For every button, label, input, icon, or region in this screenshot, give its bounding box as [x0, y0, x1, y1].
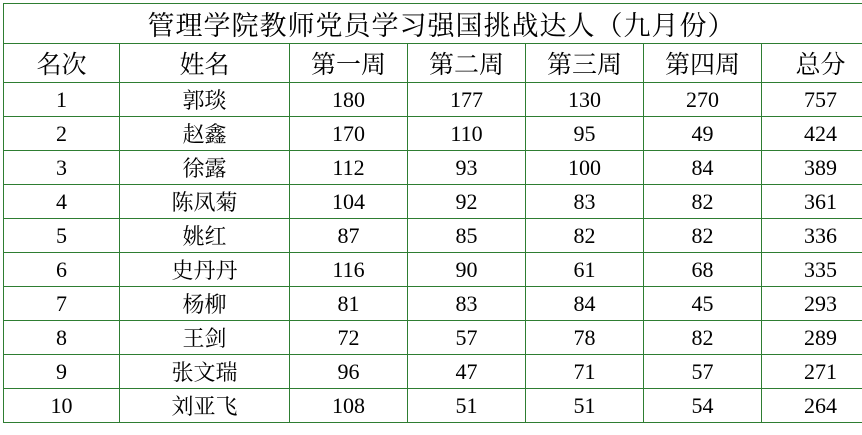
- table-row: [4, 117, 862, 151]
- score-table: [3, 3, 862, 423]
- cell-rank: 6: [4, 253, 120, 287]
- cell-week2: 177: [408, 83, 526, 117]
- column-header-rank: 名次: [4, 44, 120, 83]
- cell-week3: 83: [526, 185, 644, 219]
- cell-name: 刘亚飞: [120, 389, 290, 423]
- cell-week3: 78: [526, 321, 644, 355]
- cell-name: 陈凤菊: [120, 185, 290, 219]
- cell-week2: 57: [408, 321, 526, 355]
- cell-week3: 95: [526, 117, 644, 151]
- table-row: [4, 287, 862, 321]
- cell-total: 424: [762, 117, 862, 151]
- cell-name: 王剑: [120, 321, 290, 355]
- cell-rank: 1: [4, 83, 120, 117]
- table-row: [4, 321, 862, 355]
- cell-name: 徐露: [120, 151, 290, 185]
- cell-week4: 82: [644, 185, 762, 219]
- cell-week1: 96: [290, 355, 408, 389]
- cell-week2: 92: [408, 185, 526, 219]
- table-row: [4, 219, 862, 253]
- cell-total: 271: [762, 355, 862, 389]
- cell-week2: 85: [408, 219, 526, 253]
- table-row: [4, 151, 862, 185]
- column-header-week4: 第四周: [644, 44, 762, 83]
- cell-week4: 57: [644, 355, 762, 389]
- cell-name: 郭琰: [120, 83, 290, 117]
- cell-week4: 54: [644, 389, 762, 423]
- cell-rank: 3: [4, 151, 120, 185]
- spreadsheet-sheet: [0, 3, 862, 435]
- cell-week4: 82: [644, 219, 762, 253]
- cell-name: 赵鑫: [120, 117, 290, 151]
- table-row: [4, 355, 862, 389]
- cell-week4: 45: [644, 287, 762, 321]
- cell-total: 361: [762, 185, 862, 219]
- cell-name: 姚红: [120, 219, 290, 253]
- cell-week2: 90: [408, 253, 526, 287]
- cell-week4: 270: [644, 83, 762, 117]
- cell-week2: 110: [408, 117, 526, 151]
- cell-week2: 47: [408, 355, 526, 389]
- table-row: [4, 83, 862, 117]
- cell-total: 336: [762, 219, 862, 253]
- cell-name: 史丹丹: [120, 253, 290, 287]
- cell-week1: 170: [290, 117, 408, 151]
- cell-name: 杨柳: [120, 287, 290, 321]
- cell-week3: 100: [526, 151, 644, 185]
- page-title: 管理学院教师党员学习强国挑战达人（九月份）: [4, 4, 862, 44]
- cell-rank: 9: [4, 355, 120, 389]
- cell-week1: 104: [290, 185, 408, 219]
- cell-total: 264: [762, 389, 862, 423]
- cell-week1: 108: [290, 389, 408, 423]
- cell-total: 293: [762, 287, 862, 321]
- cell-week1: 72: [290, 321, 408, 355]
- cell-week2: 83: [408, 287, 526, 321]
- cell-week3: 84: [526, 287, 644, 321]
- cell-rank: 7: [4, 287, 120, 321]
- cell-week4: 84: [644, 151, 762, 185]
- cell-week4: 68: [644, 253, 762, 287]
- cell-week2: 51: [408, 389, 526, 423]
- table-row: [4, 185, 862, 219]
- cell-week4: 82: [644, 321, 762, 355]
- column-header-week1: 第一周: [290, 44, 408, 83]
- cell-week3: 71: [526, 355, 644, 389]
- title-row: [4, 4, 862, 44]
- cell-week1: 112: [290, 151, 408, 185]
- table-row: [4, 389, 862, 423]
- cell-rank: 5: [4, 219, 120, 253]
- cell-week3: 61: [526, 253, 644, 287]
- table-header-row: [4, 44, 862, 83]
- cell-week1: 87: [290, 219, 408, 253]
- cell-week1: 116: [290, 253, 408, 287]
- cell-rank: 4: [4, 185, 120, 219]
- cell-week1: 81: [290, 287, 408, 321]
- column-header-week3: 第三周: [526, 44, 644, 83]
- cell-total: 757: [762, 83, 862, 117]
- cell-week3: 82: [526, 219, 644, 253]
- cell-week1: 180: [290, 83, 408, 117]
- cell-rank: 10: [4, 389, 120, 423]
- table-row: [4, 253, 862, 287]
- cell-week2: 93: [408, 151, 526, 185]
- cell-total: 389: [762, 151, 862, 185]
- column-header-week2: 第二周: [408, 44, 526, 83]
- cell-total: 289: [762, 321, 862, 355]
- cell-week4: 49: [644, 117, 762, 151]
- column-header-total: 总分: [762, 44, 862, 83]
- column-header-name: 姓名: [120, 44, 290, 83]
- cell-rank: 2: [4, 117, 120, 151]
- cell-total: 335: [762, 253, 862, 287]
- cell-rank: 8: [4, 321, 120, 355]
- cell-week3: 51: [526, 389, 644, 423]
- cell-name: 张文瑞: [120, 355, 290, 389]
- cell-week3: 130: [526, 83, 644, 117]
